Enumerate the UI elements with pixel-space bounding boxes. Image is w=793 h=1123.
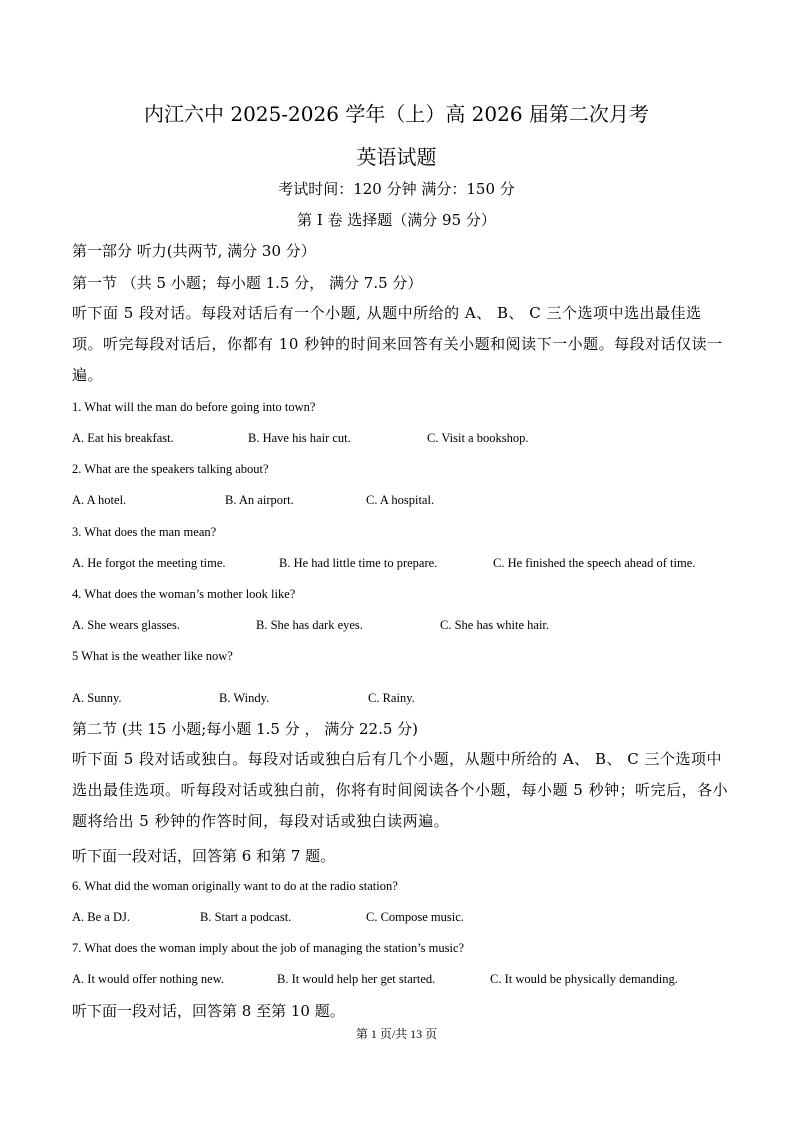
q2-option-c: C. A hospital.: [366, 493, 435, 507]
q7-option-b: B. It would help her get started.: [277, 972, 436, 986]
section1-instructions: 听下面 5 段对话。每段对话后有一个小题, 从题中所给的 A、 B、 C 三个选项中选出最佳选项。听完每段对话后，你都有 10 秒钟的时间来回答有关小题和阅读下一小题。每段对话仅读一遍。: [72, 304, 723, 384]
q1-option-a: A. Eat his breakfast.: [72, 431, 174, 445]
question-5: 5 What is the weather like now?: [72, 649, 233, 663]
q3-option-a: A. He forgot the meeting time.: [72, 556, 226, 570]
q4-option-b: B. She has dark eyes.: [256, 618, 363, 632]
q5-option-b: B. Windy.: [219, 691, 270, 705]
q3-option-c: C. He finished the speech ahead of time.: [493, 556, 696, 570]
volume-heading: 第 I 卷 选择题（满分 95 分）: [297, 211, 496, 229]
section2-instructions: 听下面 5 段对话或独白。每段对话或独白后有几个小题，从题中所给的 A、 B、 C 三个选项中选出最佳选项。听每段对话或独白前，你将有时间阅读各个小题，每小题 5 秒钟；听完后，各小题将给出 5 秒钟的作答时间，每段对话或独白读两遍。: [72, 750, 729, 830]
exam-info: 考试时间：120 分钟 满分：150 分: [278, 180, 515, 198]
q2-option-b: B. An airport.: [225, 493, 294, 507]
question-6: 6. What did the woman originally want to do at the radio station?: [72, 879, 398, 893]
q2-option-a: A. A hotel.: [72, 493, 127, 507]
section2-heading: 第二节 (共 15 小题;每小题 1.5 分 ， 满分 22.5 分): [72, 720, 419, 738]
q7-option-a: A. It would offer nothing new.: [72, 972, 225, 986]
question-4: 4. What does the woman’s mother look like?: [72, 587, 296, 601]
exam-title: 内江六中 2025-2026 学年（上）高 2026 届第二次月考: [144, 102, 649, 126]
q3-option-b: B. He had little time to prepare.: [279, 556, 438, 570]
q1-option-c: C. Visit a bookshop.: [427, 431, 529, 445]
q4-option-a: A. She wears glasses.: [72, 618, 180, 632]
q6-option-b: B. Start a podcast.: [200, 910, 292, 924]
question-1: 1. What will the man do before going into town?: [72, 400, 316, 414]
part1-heading: 第一部分 听力(共两节, 满分 30 分）: [72, 242, 316, 260]
q5-option-a: A. Sunny.: [72, 691, 122, 705]
question-7: 7. What does the woman imply about the job of managing the station’s music?: [72, 941, 465, 955]
q1-option-b: B. Have his hair cut.: [248, 431, 351, 445]
section1-heading: 第一节 （共 5 小题；每小题 1.5 分， 满分 7.5 分）: [72, 274, 423, 292]
q7-option-c: C. It would be physically demanding.: [490, 972, 678, 986]
q6-option-c: C. Compose music.: [366, 910, 464, 924]
q5-option-c: C. Rainy.: [368, 691, 415, 705]
q6-option-a: A. Be a DJ.: [72, 910, 130, 924]
exam-subject: 英语试题: [356, 145, 437, 169]
question-3: 3. What does the man mean?: [72, 525, 217, 539]
group2-heading: 听下面一段对话，回答第 8 至第 10 题。: [72, 1002, 345, 1020]
question-2: 2. What are the speakers talking about?: [72, 462, 269, 476]
page-number: 第 1 页/共 13 页: [355, 1027, 438, 1041]
q4-option-c: C. She has white hair.: [440, 618, 550, 632]
group1-heading: 听下面一段对话，回答第 6 和第 7 题。: [72, 847, 336, 865]
